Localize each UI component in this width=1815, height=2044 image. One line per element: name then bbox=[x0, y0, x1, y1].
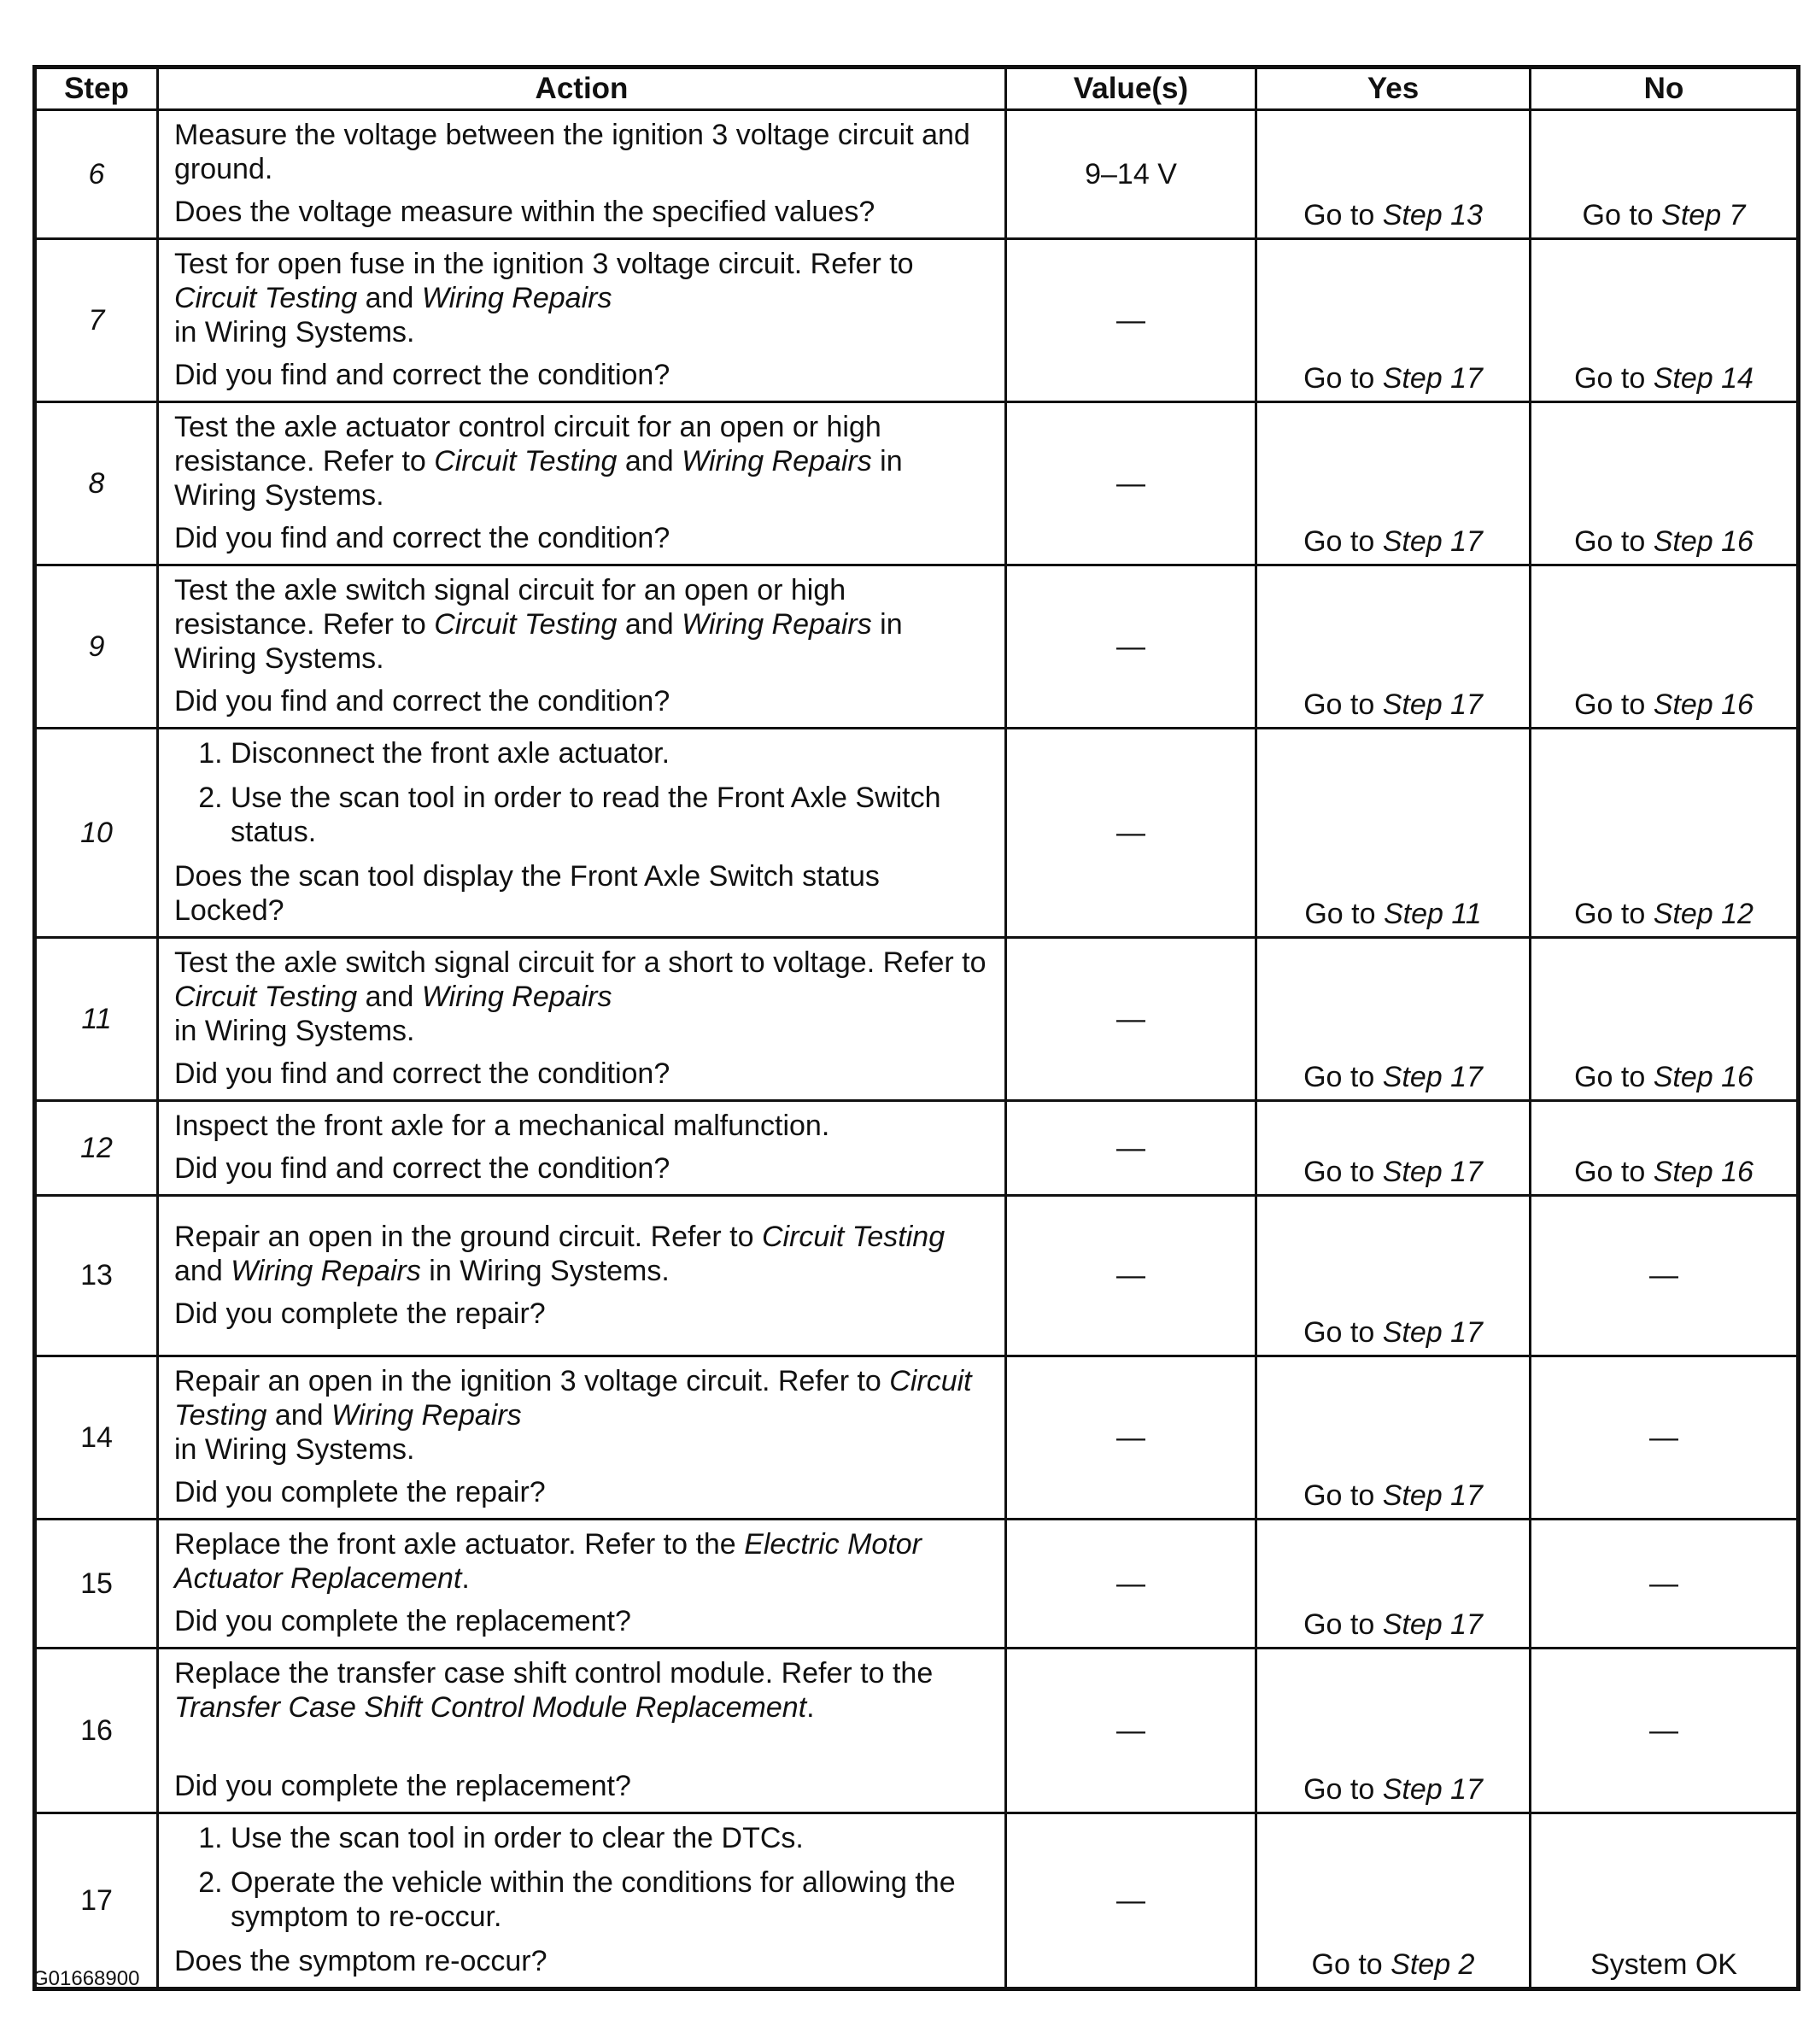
yes-prefix: Go to bbox=[1303, 1479, 1375, 1512]
yes-cell bbox=[1256, 110, 1531, 239]
no-step-link: Step 16 bbox=[1653, 688, 1754, 721]
no-prefix: Go to bbox=[1574, 525, 1646, 558]
action-question: Did you complete the replacement? bbox=[174, 1770, 631, 1802]
step-number: 7 bbox=[88, 303, 105, 337]
step-cell bbox=[35, 1356, 158, 1520]
action-list bbox=[174, 1821, 992, 1934]
value-cell: — bbox=[1006, 729, 1256, 938]
table-row bbox=[35, 729, 1799, 938]
reference-wiring-repairs: Wiring Repairs bbox=[331, 1399, 522, 1432]
action-question: Does the scan tool display the Front Axle Switch status Locked? bbox=[174, 860, 880, 927]
step-cell bbox=[35, 1649, 158, 1813]
action-cell bbox=[158, 402, 1006, 565]
yes-prefix: Go to bbox=[1303, 199, 1375, 231]
header-yes: Yes bbox=[1256, 67, 1531, 110]
system-ok-text: System OK bbox=[1590, 1948, 1737, 1981]
action-question: Did you find and correct the condition? bbox=[174, 359, 670, 391]
yes-prefix: Go to bbox=[1303, 1773, 1375, 1806]
reference-circuit-testing: Circuit Testing bbox=[174, 981, 358, 1013]
action-text-part: and bbox=[365, 282, 414, 314]
yes-prefix: Go to bbox=[1311, 1948, 1383, 1981]
no-cell: — bbox=[1531, 1196, 1799, 1356]
action-cell bbox=[158, 1520, 1006, 1649]
action-text-part: and bbox=[624, 608, 674, 641]
reference-wiring-repairs: Wiring Repairs bbox=[682, 608, 872, 641]
action-text-part: in Wiring Systems. bbox=[174, 608, 903, 675]
header-no: No bbox=[1531, 67, 1799, 110]
reference-wiring-repairs: Wiring Repairs bbox=[421, 981, 612, 1013]
yes-prefix: Go to bbox=[1303, 362, 1375, 395]
yes-step-link: Step 17 bbox=[1382, 1061, 1483, 1093]
yes-step-link: Step 17 bbox=[1382, 1156, 1483, 1188]
action-text: Measure the voltage between the ignition 3 voltage circuit and ground. bbox=[174, 119, 970, 185]
action-text-part: and bbox=[624, 445, 674, 477]
step-cell bbox=[35, 239, 158, 402]
reference-electric-motor-actuator-replacement: Electric Motor Actuator Replacement bbox=[174, 1528, 922, 1595]
action-text bbox=[174, 946, 992, 1048]
action-question: Did you complete the repair? bbox=[174, 1297, 546, 1330]
no-prefix: Go to bbox=[1574, 1061, 1646, 1093]
action-text bbox=[174, 1656, 992, 1725]
yes-cell bbox=[1256, 239, 1531, 402]
step-number: 15 bbox=[80, 1567, 113, 1600]
table-row bbox=[35, 1356, 1799, 1520]
yes-step-link: Step 11 bbox=[1383, 898, 1482, 930]
action-text-part: Replace the front axle actuator. Refer to the bbox=[174, 1528, 736, 1561]
action-text-part: Test the axle switch signal circuit for a short to voltage. Refer to bbox=[174, 946, 987, 979]
action-cell bbox=[158, 729, 1006, 938]
action-text-part: Repair an open in the ground circuit. Refer to bbox=[174, 1220, 754, 1253]
action-question: Did you find and correct the condition? bbox=[174, 685, 670, 717]
no-step-link: Step 12 bbox=[1653, 898, 1754, 930]
table-row bbox=[35, 1649, 1799, 1813]
no-cell bbox=[1531, 565, 1799, 729]
yes-cell bbox=[1256, 729, 1531, 938]
value-cell: — bbox=[1006, 565, 1256, 729]
step-number: 13 bbox=[80, 1259, 113, 1291]
yes-cell bbox=[1256, 1101, 1531, 1196]
figure-id: G01668900 bbox=[32, 1967, 140, 1990]
no-cell bbox=[1531, 402, 1799, 565]
table-row bbox=[35, 110, 1799, 239]
header-action: Action bbox=[158, 67, 1006, 110]
yes-cell bbox=[1256, 1520, 1531, 1649]
action-question: Did you find and correct the condition? bbox=[174, 522, 670, 554]
action-text-part: in Wiring Systems. bbox=[174, 1015, 415, 1047]
yes-step-link: Step 17 bbox=[1382, 525, 1483, 558]
action-text-part: . bbox=[461, 1562, 470, 1595]
no-prefix: Go to bbox=[1574, 362, 1646, 395]
action-text-part: in Wiring Systems. bbox=[174, 445, 903, 512]
yes-step-link: Step 13 bbox=[1382, 199, 1483, 231]
action-text-part: in Wiring Systems. bbox=[429, 1254, 670, 1287]
action-question: Did you complete the replacement? bbox=[174, 1605, 631, 1637]
header-values: Value(s) bbox=[1006, 67, 1256, 110]
action-cell bbox=[158, 1196, 1006, 1356]
yes-cell bbox=[1256, 402, 1531, 565]
step-number: 12 bbox=[80, 1131, 113, 1164]
list-item: 2. Operate the vehicle within the conditions for allowing the symptom to re-occur. bbox=[231, 1865, 992, 1934]
yes-prefix: Go to bbox=[1303, 1061, 1375, 1093]
action-cell bbox=[158, 1101, 1006, 1196]
list-item: 2. Use the scan tool in order to read the Front Axle Switch status. bbox=[231, 781, 992, 849]
action-text-part: Repair an open in the ignition 3 voltage circuit. Refer to bbox=[174, 1365, 881, 1397]
reference-transfer-case-module-replacement: Transfer Case Shift Control Module Replacement bbox=[174, 1691, 807, 1724]
yes-prefix: Go to bbox=[1303, 688, 1375, 721]
no-step-link: Step 14 bbox=[1653, 362, 1754, 395]
action-question: Did you complete the repair? bbox=[174, 1476, 546, 1508]
action-cell bbox=[158, 1813, 1006, 1989]
action-cell bbox=[158, 239, 1006, 402]
yes-step-link: Step 17 bbox=[1382, 362, 1483, 395]
value-cell: — bbox=[1006, 1356, 1256, 1520]
action-text-part: Test the axle switch signal circuit for an open or high resistance. Refer to bbox=[174, 574, 846, 641]
yes-step-link: Step 17 bbox=[1382, 1316, 1483, 1349]
table-header-row bbox=[35, 67, 1799, 110]
step-cell bbox=[35, 1196, 158, 1356]
no-prefix: Go to bbox=[1582, 199, 1654, 231]
list-item: 1. Disconnect the front axle actuator. bbox=[231, 736, 992, 770]
step-cell bbox=[35, 729, 158, 938]
step-number: 17 bbox=[80, 1883, 113, 1917]
step-number: 9 bbox=[88, 630, 105, 663]
table-row bbox=[35, 402, 1799, 565]
table-row bbox=[35, 565, 1799, 729]
value-cell: 9–14 V bbox=[1006, 110, 1256, 239]
action-question: Did you find and correct the condition? bbox=[174, 1152, 670, 1185]
no-prefix: Go to bbox=[1574, 898, 1646, 930]
table-row bbox=[35, 1196, 1799, 1356]
yes-cell bbox=[1256, 938, 1531, 1101]
reference-circuit-testing: Circuit Testing bbox=[434, 608, 618, 641]
no-step-link: Step 16 bbox=[1653, 1061, 1754, 1093]
step-number: 14 bbox=[80, 1420, 113, 1454]
step-number: 6 bbox=[88, 157, 105, 190]
action-question: Does the voltage measure within the specified values? bbox=[174, 196, 875, 228]
no-cell bbox=[1531, 938, 1799, 1101]
table-row bbox=[35, 239, 1799, 402]
diagnostic-table-container bbox=[32, 65, 1800, 1991]
action-text: Inspect the front axle for a mechanical malfunction. bbox=[174, 1110, 830, 1142]
action-text-part: Replace the transfer case shift control module. Refer to the bbox=[174, 1657, 934, 1690]
no-cell bbox=[1531, 1813, 1799, 1989]
action-question: Did you find and correct the condition? bbox=[174, 1057, 670, 1090]
action-text-part: Test for open fuse in the ignition 3 voltage circuit. Refer to bbox=[174, 248, 914, 280]
no-prefix: Go to bbox=[1574, 688, 1646, 721]
yes-step-link: Step 2 bbox=[1391, 1948, 1475, 1981]
value-cell: — bbox=[1006, 1520, 1256, 1649]
action-text-part: and bbox=[274, 1399, 324, 1432]
action-text bbox=[174, 1220, 992, 1288]
step-cell bbox=[35, 1520, 158, 1649]
action-text bbox=[174, 573, 992, 676]
step-number: 11 bbox=[81, 1002, 112, 1035]
action-text bbox=[174, 1364, 992, 1467]
reference-wiring-repairs: Wiring Repairs bbox=[421, 282, 612, 314]
no-cell bbox=[1531, 110, 1799, 239]
value-cell: — bbox=[1006, 1649, 1256, 1813]
diagnostic-table bbox=[32, 65, 1800, 1991]
action-text-part: in Wiring Systems. bbox=[174, 316, 415, 348]
action-cell bbox=[158, 565, 1006, 729]
reference-circuit-testing: Circuit Testing bbox=[434, 445, 618, 477]
action-cell bbox=[158, 1649, 1006, 1813]
table-row bbox=[35, 938, 1799, 1101]
action-text-part: Test the axle actuator control circuit for an open or high resistance. Refer to bbox=[174, 411, 881, 477]
action-cell bbox=[158, 938, 1006, 1101]
action-question: Does the symptom re-occur? bbox=[174, 1945, 547, 1977]
no-step-link: Step 16 bbox=[1653, 1156, 1754, 1188]
yes-prefix: Go to bbox=[1304, 898, 1376, 930]
yes-prefix: Go to bbox=[1303, 1156, 1375, 1188]
step-number: 10 bbox=[80, 816, 113, 849]
value-cell: — bbox=[1006, 1813, 1256, 1989]
action-text-part: and bbox=[365, 981, 414, 1013]
step-cell bbox=[35, 1813, 158, 1989]
table-row bbox=[35, 1101, 1799, 1196]
action-list bbox=[174, 736, 992, 849]
yes-prefix: Go to bbox=[1303, 525, 1375, 558]
reference-wiring-repairs: Wiring Repairs bbox=[231, 1254, 421, 1287]
action-cell bbox=[158, 1356, 1006, 1520]
action-text-part: in Wiring Systems. bbox=[174, 1433, 415, 1466]
value-cell: — bbox=[1006, 1101, 1256, 1196]
yes-step-link: Step 17 bbox=[1382, 1479, 1483, 1512]
step-cell bbox=[35, 110, 158, 239]
yes-cell bbox=[1256, 1649, 1531, 1813]
action-text bbox=[174, 1527, 992, 1596]
yes-prefix: Go to bbox=[1303, 1608, 1375, 1641]
no-cell: — bbox=[1531, 1356, 1799, 1520]
no-prefix: Go to bbox=[1574, 1156, 1646, 1188]
table-row bbox=[35, 1813, 1799, 1989]
yes-cell bbox=[1256, 565, 1531, 729]
no-cell bbox=[1531, 1101, 1799, 1196]
yes-step-link: Step 17 bbox=[1382, 688, 1483, 721]
no-step-link: Step 7 bbox=[1661, 199, 1746, 231]
value-cell: — bbox=[1006, 239, 1256, 402]
yes-cell bbox=[1256, 1196, 1531, 1356]
value-cell: — bbox=[1006, 402, 1256, 565]
action-text bbox=[174, 247, 992, 349]
yes-step-link: Step 17 bbox=[1382, 1773, 1483, 1806]
reference-circuit-testing: Circuit Testing bbox=[174, 1365, 972, 1432]
step-cell bbox=[35, 565, 158, 729]
action-text-part: . bbox=[806, 1691, 815, 1724]
step-cell bbox=[35, 1101, 158, 1196]
no-cell: — bbox=[1531, 1520, 1799, 1649]
step-cell bbox=[35, 402, 158, 565]
action-text-part: and bbox=[174, 1254, 223, 1287]
yes-prefix: Go to bbox=[1303, 1316, 1375, 1349]
yes-step-link: Step 17 bbox=[1382, 1608, 1483, 1641]
no-step-link: Step 16 bbox=[1653, 525, 1754, 558]
yes-cell bbox=[1256, 1813, 1531, 1989]
no-cell bbox=[1531, 729, 1799, 938]
no-cell: — bbox=[1531, 1649, 1799, 1813]
yes-cell bbox=[1256, 1356, 1531, 1520]
step-number: 16 bbox=[80, 1713, 113, 1747]
value-cell: — bbox=[1006, 938, 1256, 1101]
reference-wiring-repairs: Wiring Repairs bbox=[682, 445, 872, 477]
action-cell bbox=[158, 110, 1006, 239]
action-text bbox=[174, 410, 992, 512]
table-row bbox=[35, 1520, 1799, 1649]
step-cell bbox=[35, 938, 158, 1101]
header-step: Step bbox=[35, 67, 158, 110]
step-number: 8 bbox=[88, 466, 105, 500]
value-cell: — bbox=[1006, 1196, 1256, 1356]
no-cell bbox=[1531, 239, 1799, 402]
reference-circuit-testing: Circuit Testing bbox=[761, 1220, 946, 1253]
list-item: 1. Use the scan tool in order to clear the DTCs. bbox=[231, 1821, 992, 1855]
reference-circuit-testing: Circuit Testing bbox=[174, 282, 358, 314]
